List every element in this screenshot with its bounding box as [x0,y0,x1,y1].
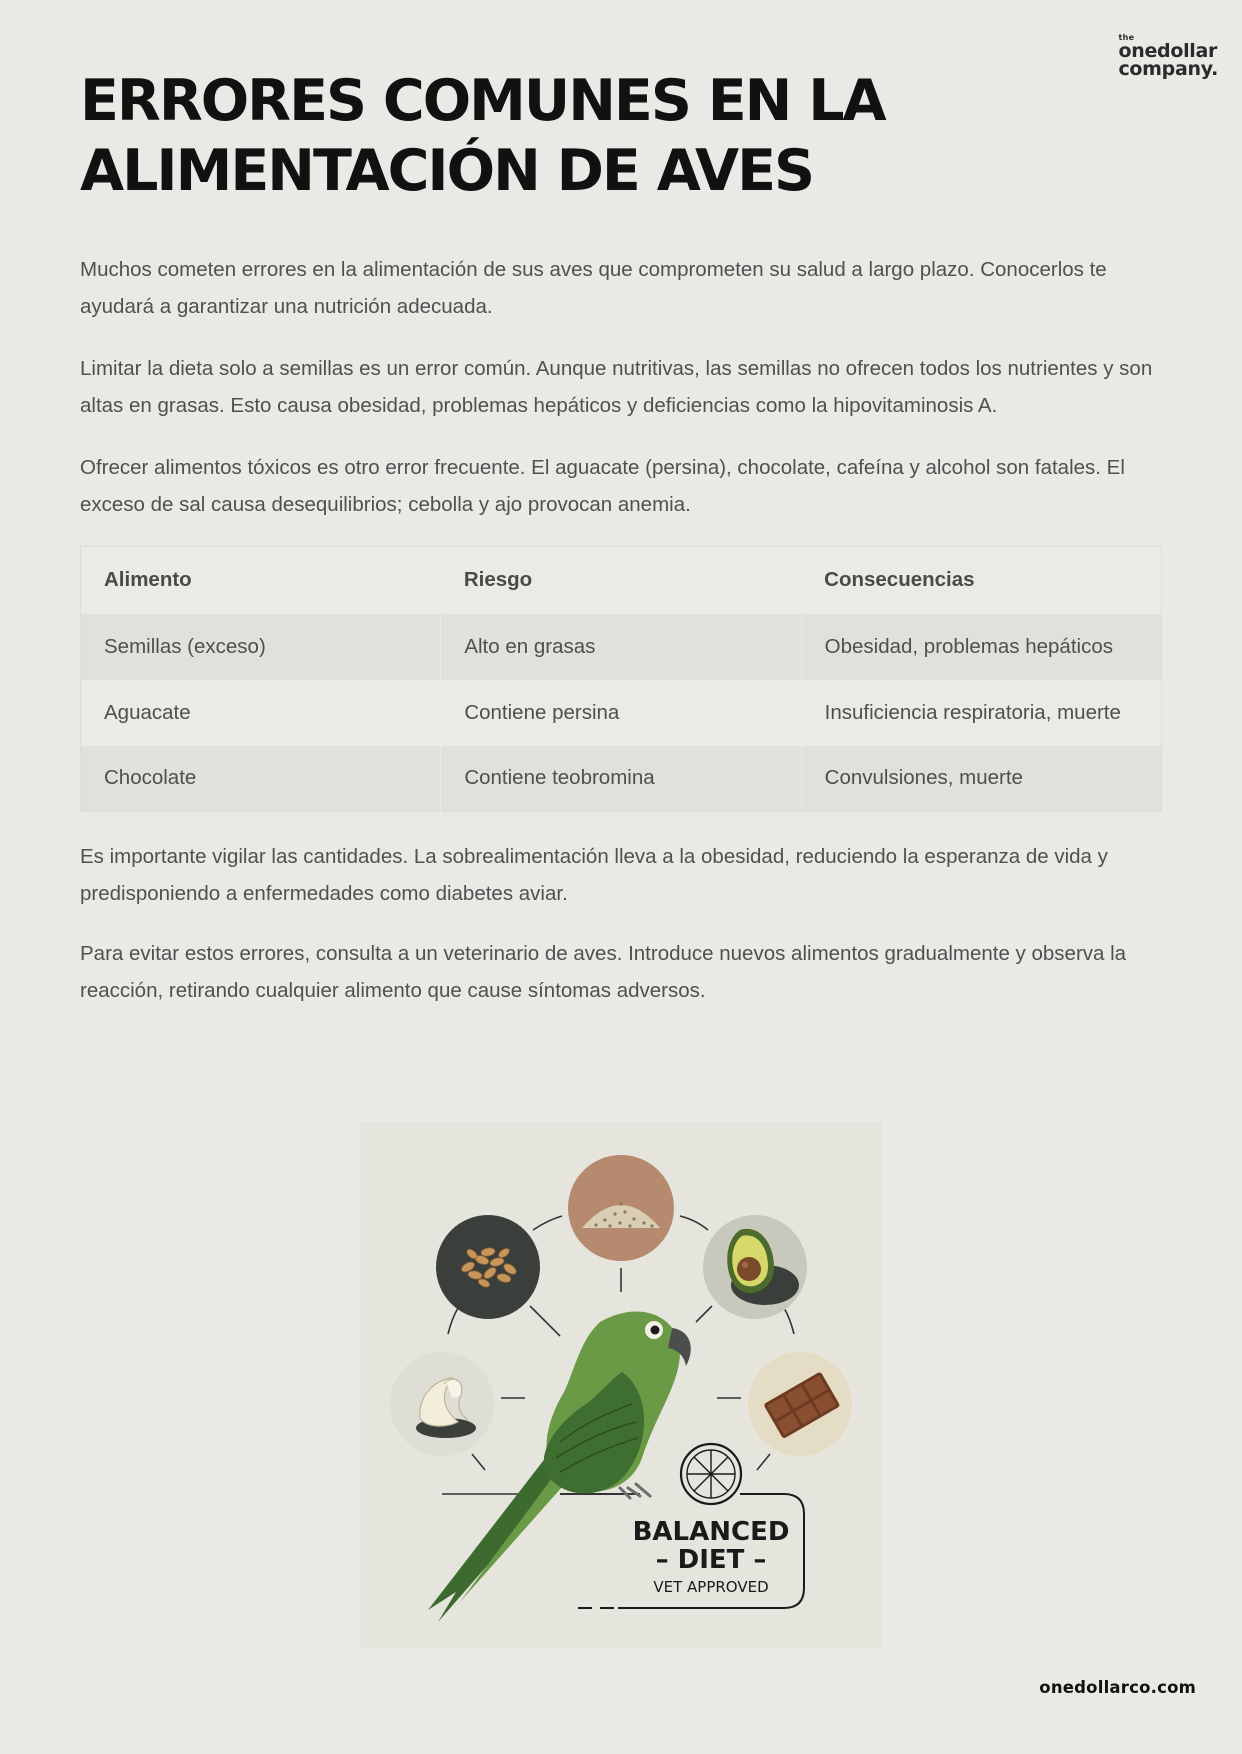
balanced-diet-illustration [360,1122,882,1648]
table-cell: Convulsiones, muerte [801,746,1161,812]
avocado-icon [703,1215,807,1319]
risk-table [80,546,1162,812]
logo-small-text: the [1118,33,1135,42]
table-cell: Semillas (exceso) [104,634,266,658]
badge-line-2: – DIET – [655,1545,767,1575]
banana-icon [390,1352,494,1456]
table-row [81,614,1162,680]
badge-line-1: BALANCED [632,1517,790,1547]
logo-line-2: company. [1118,57,1218,80]
badge-line-3: VET APPROVED [653,1578,769,1596]
table-header-row [81,547,1162,614]
table-cell: Chocolate [104,766,197,790]
table-cell: Contiene teobromina [441,746,801,812]
footer-url: onedollarco.com [1039,1678,1196,1697]
toxic-foods-paragraph: Ofrecer alimentos tóxicos es otro error frecuente. El aguacate (persina), chocolate, cafeína y alcohol son fatales. El exceso de sal causa desequilibrios; cebolla y ajo provocan anemia. [80,456,1125,516]
table-cell: Insuficiencia respiratoria, muerte [801,680,1161,746]
table-cell: Contiene persina [441,680,801,746]
column-header-consequences: Consecuencias [824,568,975,592]
column-header-food: Alimento [104,568,192,592]
table-row [81,680,1162,746]
advice-paragraph: Para evitar estos errores, consulta a un veterinario de aves. Introduce nuevos alimentos gradualmente y observa la reacción, retirando cualquier alimento que cause síntomas adversos. [80,942,1127,1002]
chocolate-bar-icon [748,1352,852,1456]
citrus-slice-icon [681,1444,741,1504]
table-row [81,746,1162,812]
page-title: ERRORES COMUNES EN LA ALIMENTACIÓN DE AVES [80,68,885,204]
logo-line-1: onedollar [1118,39,1218,62]
brand-logo [1118,34,1218,78]
intro-paragraph: Muchos cometen errores en la alimentación de sus aves que comprometen su salud a largo plazo. Conocerlos te ayudará a garantizar una nutrición adecuada. [80,258,1107,318]
millet-pile-icon [568,1155,674,1261]
table-cell: Aguacate [104,700,191,724]
seeds-paragraph: Limitar la dieta solo a semillas es un error común. Aunque nutritivas, las semillas no ofrecen todos los nutrientes y son altas en grasas. Esto causa obesidad, problemas hepáticos y deficiencias como la hipovitaminosis A. [80,357,1153,417]
column-header-risk: Riesgo [463,568,533,592]
table-cell: Alto en grasas [441,614,801,680]
sunflower-seeds-icon [436,1215,540,1319]
quantities-paragraph: Es importante vigilar las cantidades. La sobrealimentación lleva a la obesidad, reduciendo la esperanza de vida y predisponiendo a enfermedades como diabetes aviar. [80,845,1108,905]
table-cell: Obesidad, problemas hepáticos [801,614,1161,680]
